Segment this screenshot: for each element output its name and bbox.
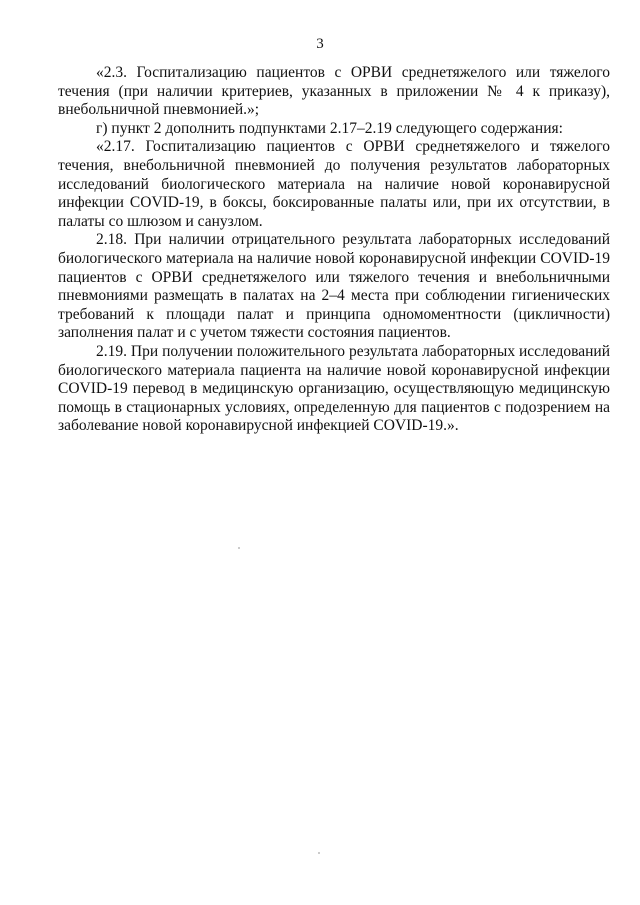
paragraph-item-g: г) пункт 2 дополнить подпунктами 2.17–2.19 следующего содержания: [96, 119, 563, 137]
scan-speck [238, 547, 240, 549]
document-body [58, 64, 610, 436]
paragraph-2-3: «2.3. Госпитализацию пациентов с ОРВИ среднетяжелого или тяжелого течения (при наличии критериев, указанных в приложении № 4 к приказу), внебольничной пневмонией.»; [58, 64, 610, 119]
page-number: 3 [316, 36, 324, 52]
paragraph-2-19: 2.19. При получении положительного результата лабораторных исследований биологического материала пациента на наличие новой коронавирусной инфекции COVID-19 перевод в медицинскую организацию, осуществляющую медицинскую помощь в стационарных условиях, определенную для пациентов с подозрением на заболевание новой коронавирусной инфекцией COVID-19.». [58, 342, 610, 435]
paragraph-2-18: 2.18. При наличии отрицательного результата лабораторных исследований биологического материала на наличие новой коронавирусной инфекции COVID-19 пациентов с ОРВИ среднетяжелого или тяжелого течения и внебольничными пневмониями размещать в палатах на 2–4 места при соблюдении гигиенических требований к площади палат и принципа одномоментности (цикличности) заполнения палат и с учетом тяжести состояния пациентов. [58, 231, 610, 342]
paragraph-2-17: «2.17. Госпитализацию пациентов с ОРВИ среднетяжелого и тяжелого течения, внебольничной пневмонией до получения результатов лабораторных исследований биологического материала на наличие новой коронавирусной инфекции COVID-19, в боксы, боксированные палаты или, при их отсутствии, в палаты со шлюзом и санузлом. [58, 138, 610, 230]
scan-speck [318, 852, 320, 854]
